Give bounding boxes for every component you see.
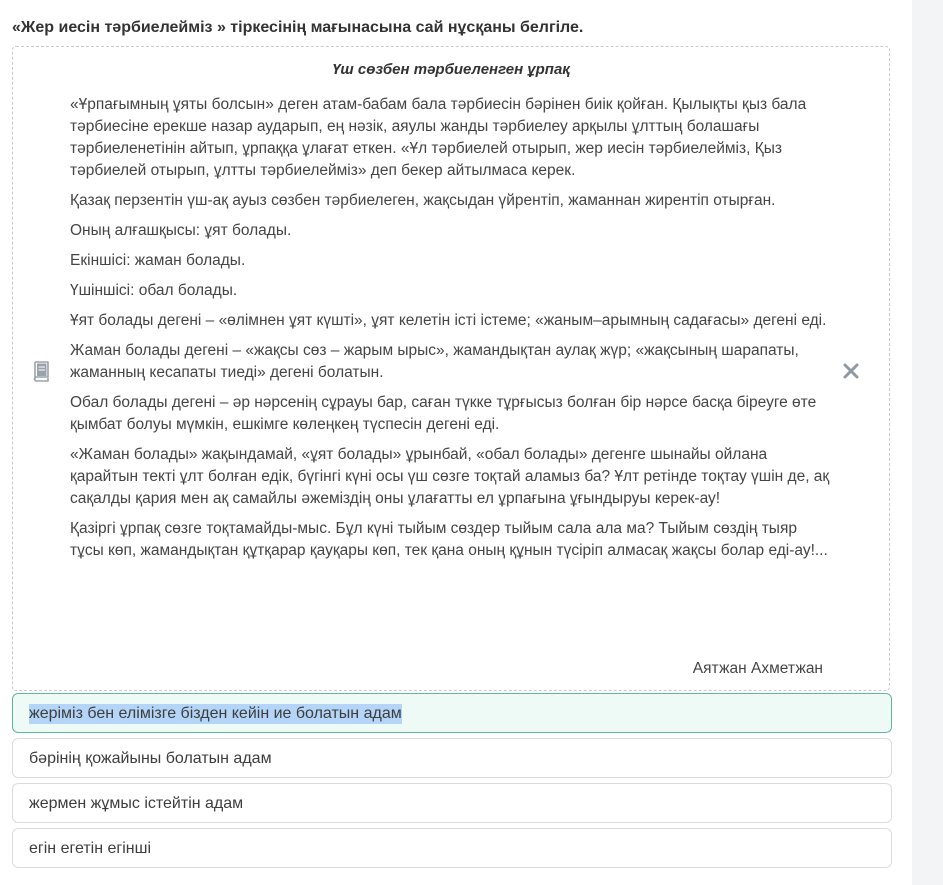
book-icon bbox=[30, 360, 52, 382]
question-text: «Жер иесін тәрбиелейміз » тіркесінің мағынасына сай нұсқаны белгіле. bbox=[12, 19, 584, 36]
right-panel-strip bbox=[912, 0, 943, 885]
passage-paragraph: Екіншісі: жаман болады. bbox=[70, 252, 246, 269]
passage-paragraph: Қазіргі ұрпақ сөзге тоқтамайды-мыс. Бұл күні тыйым сөздер тыйым сала ала ма? Тыйым сөздің тыяр тұсы көп, жамандықтан құтқарар қауқары көп, тек қана оның құнын түсіріп алмасақ жақсы болар еді-ау!... bbox=[70, 520, 828, 559]
passage-title: Үш сөзбен тәрбиеленген ұрпақ bbox=[332, 61, 570, 78]
close-icon[interactable] bbox=[840, 360, 862, 382]
passage-paragraph: «Жаман болады» жақындамай, «ұят болады» ұрынбай, «обал болады» дегенге шынайы ойлана қарайтын текті ұлт болған едік, бүгінгі күні осы үш сөзге тоқтай аламыз ба? Ұлт ретінде тоқтау үшін де, ақ сақалды қария мен ақ самайлы әжеміздің оны ұлағатты ел ұрпағына ұғындыруы керек-ау! bbox=[70, 446, 830, 507]
passage-author: Аятжан Ахметжан bbox=[692, 660, 823, 677]
passage-body bbox=[70, 94, 830, 570]
passage-paragraph: «Ұрпағымның ұяты болсын» деген атам-бабам бала тәрбиесін бәрінен биік қойған. Қылықты қыз бала тәрбиесіне ерекше назар аударып, ең нәзік, аяулы жанды тәрбиелеу арқылы ұлттың болашағы тәрбиеленетінін айтып, ұрпаққа ұлағат еткен. «Ұл тәрбиелей отырып, жер иесін тәрбиелейміз, Қыз тәрбиелей отырып, ұлтты тәрбиелейміз» деп бекер айтылмаса керек. bbox=[70, 96, 807, 179]
answer-option-label: бәрінің қожайыны болатын адам bbox=[29, 750, 272, 767]
passage-paragraph: Ұят болады дегені – «өлімнен ұят күшті», ұят келетін істі істеме; «жаным–арымның садағасы» дегені еді. bbox=[70, 312, 827, 329]
passage-paragraph: Жаман болады дегені – «жақсы сөз – жарым ырыс», жамандықтан аулақ жүр; «жақсының шарапаты, жаманның кесапаты тиеді» дегені болатын. bbox=[70, 342, 799, 381]
answer-option-label: жермен жұмыс істейтін адам bbox=[29, 795, 244, 812]
answer-option-3[interactable] bbox=[12, 783, 892, 823]
passage-paragraph: Обал болады дегені – әр нәрсенің сұрауы бар, саған түкке тұрғысыз болған бір нәрсе басқа біреуге өте қымбат болуы мүмкін, ешкімге көлеңкең түспесін дегені еді. bbox=[70, 394, 817, 433]
passage-paragraph: Қазақ перзентін үш-ақ ауыз сөзбен тәрбиелеген, жақсыдан үйрентіп, жаманнан жирентіп отырған. bbox=[70, 192, 776, 209]
answer-option-label: егін егетін егінші bbox=[29, 840, 151, 857]
answer-option-4[interactable] bbox=[12, 828, 892, 868]
answer-option-2[interactable] bbox=[12, 738, 892, 778]
passage-panel bbox=[12, 46, 890, 691]
answer-option-1[interactable] bbox=[12, 693, 892, 733]
passage-paragraph: Оның алғашқысы: ұят болады. bbox=[70, 222, 292, 239]
answer-option-label: жеріміз бен елімізге бізден кейін ие болатын адам bbox=[29, 705, 402, 722]
passage-paragraph: Үшіншісі: обал болады. bbox=[70, 282, 238, 299]
